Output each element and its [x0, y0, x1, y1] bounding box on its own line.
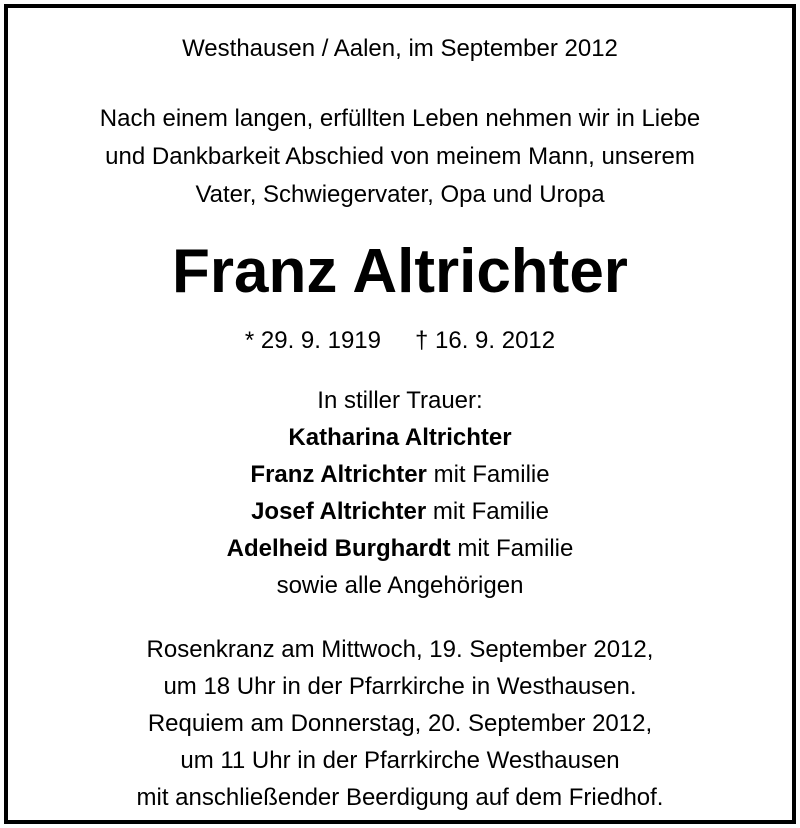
service-line-4: um 11 Uhr in der Pfarrkirche Westhausen	[180, 747, 620, 774]
mourner-name: Franz Altrichter	[250, 461, 427, 488]
mourner-name: Katharina Altrichter	[288, 424, 512, 451]
intro-line-3: Vater, Schwiegervater, Opa und Uropa	[195, 181, 605, 208]
mourner-line	[8, 460, 792, 490]
mourner-line	[8, 534, 792, 564]
mourner-line	[8, 497, 792, 527]
deceased-name: Franz Altrichter	[172, 237, 628, 306]
intro-line-1: Nach einem langen, erfüllten Leben nehmen wir in Liebe	[99, 105, 701, 132]
life-dates	[8, 326, 792, 356]
mourner-suffix: mit Familie	[426, 461, 550, 488]
obituary-notice	[4, 4, 796, 824]
mourner-name: Adelheid Burghardt	[226, 535, 451, 562]
mourner-line	[8, 423, 792, 453]
service-line-5: mit anschließender Beerdigung auf dem Friedhof.	[136, 784, 664, 811]
place-date: Westhausen / Aalen, im September 2012	[182, 35, 618, 62]
mourner-name: Josef Altrichter	[251, 498, 427, 525]
service-line-2: um 18 Uhr in der Pfarrkirche in Westhausen.	[163, 673, 637, 700]
birth-date: * 29. 9. 1919	[244, 327, 381, 354]
service-line-3: Requiem am Donnerstag, 20. September 2012,	[147, 710, 653, 737]
death-date: † 16. 9. 2012	[415, 327, 556, 354]
mourners-closing: sowie alle Angehörigen	[276, 572, 524, 599]
mourner-suffix: mit Familie	[426, 498, 549, 525]
service-line-1: Rosenkranz am Mittwoch, 19. September 2012,	[146, 636, 654, 663]
mourners-heading: In stiller Trauer:	[317, 387, 483, 414]
intro-line-2: und Dankbarkeit Abschied von meinem Mann, unserem	[105, 143, 695, 170]
mourner-suffix: mit Familie	[450, 535, 574, 562]
